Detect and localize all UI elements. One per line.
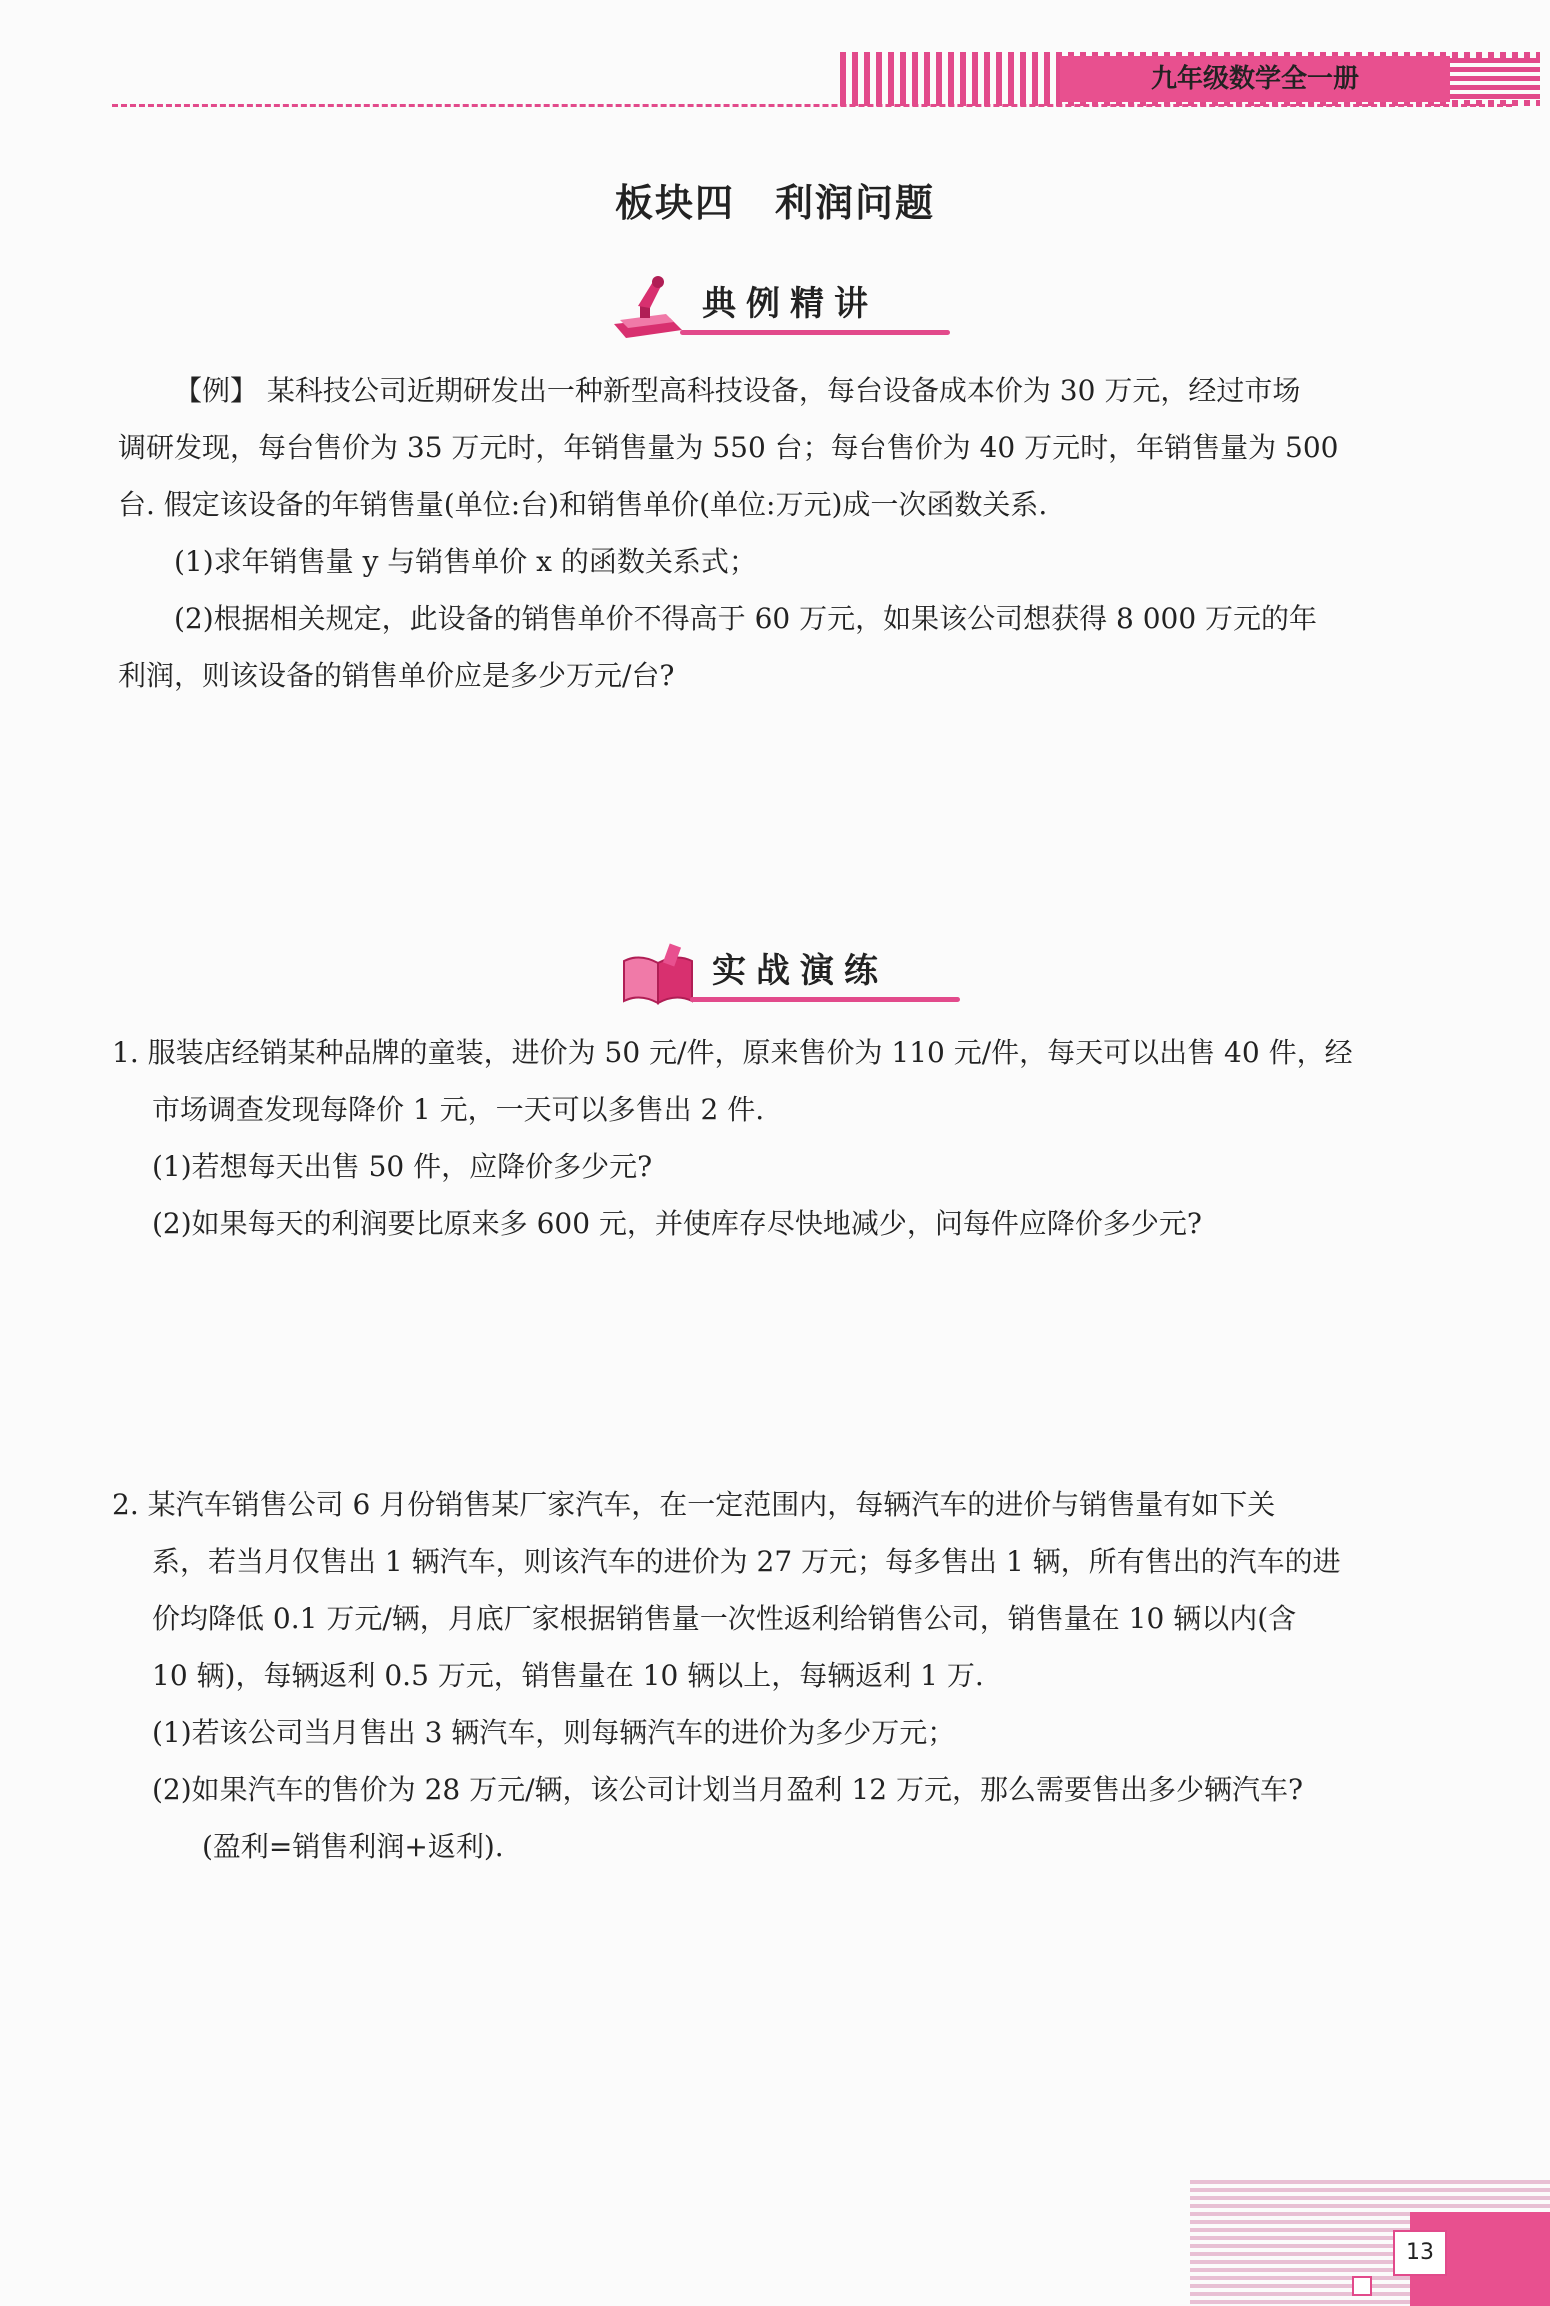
question-line: 市场调查发现每降价 1 元，一天可以多售出 2 件.: [152, 1093, 765, 1126]
question-subpart: (1)若该公司当月售出 3 辆汽车，则每辆汽车的进价为多少万元；: [152, 1716, 956, 1749]
question-line: 2. 某汽车销售公司 6 月份销售某厂家汽车，在一定范围内，每辆汽车的进价与销售量有如下关: [112, 1488, 1276, 1521]
question-note: (盈利=销售利润+返利).: [202, 1830, 504, 1863]
header-divider: [112, 104, 1512, 107]
section-heading-practice: [620, 935, 980, 1015]
question-line: 10 辆)，每辆返利 0.5 万元，销售量在 10 辆以上，每辆返利 1 万.: [152, 1659, 984, 1692]
question-subpart: (2)如果汽车的售价为 28 万元/辆，该公司计划当月盈利 12 万元，那么需要售出多少辆汽车?: [152, 1773, 1303, 1806]
page-title: 板块四 利润问题: [614, 180, 935, 225]
question-1: [112, 1024, 1448, 1252]
page-number: 13: [1393, 2230, 1447, 2276]
example-subquestion: (2)根据相关规定，此设备的销售单价不得高于 60 万元，如果该公司想获得 8 000 万元的年: [174, 602, 1318, 635]
heading-underline: [680, 330, 950, 335]
example-line: 利润，则该设备的销售单价应是多少万元/台?: [118, 659, 675, 692]
example-line: 【例】 某科技公司近期研发出一种新型高科技设备，每台设备成本价为 30 万元，经过市场: [174, 374, 1301, 407]
heading-underline: [690, 997, 960, 1002]
question-2: [112, 1476, 1448, 1875]
example-subquestion: (1)求年销售量 y 与销售单价 x 的函数关系式；: [174, 545, 757, 578]
section-heading-label: 典例精讲: [702, 284, 878, 324]
book-title: 九年级数学全一册: [1060, 56, 1450, 102]
section-heading-example: [610, 268, 970, 348]
header-stripes-right: [1450, 58, 1540, 100]
question-line: 1. 服装店经销某种品牌的童装，进价为 50 元/件，原来售价为 110 元/件，每天可以出售 40 件，经: [112, 1036, 1353, 1069]
example-line: 台. 假定该设备的年销售量(单位:台)和销售单价(单位:万元)成一次函数关系.: [118, 488, 1048, 521]
question-line: 价均降低 0.1 万元/辆，月底厂家根据销售量一次性返利给销售公司，销售量在 10 辆以内(含: [152, 1602, 1297, 1635]
question-line: 系，若当月仅售出 1 辆汽车，则该汽车的进价为 27 万元；每多售出 1 辆，所有售出的汽车的进: [152, 1545, 1341, 1578]
section-heading-label: 实战演练: [712, 951, 888, 991]
footer-square-icon: [1352, 2276, 1372, 2296]
example-line: 调研发现，每台售价为 35 万元时，年销售量为 550 台；每台售价为 40 万元时，年销售量为 500: [118, 431, 1339, 464]
question-subpart: (1)若想每天出售 50 件，应降价多少元?: [152, 1150, 653, 1183]
book-icon: [620, 941, 696, 1009]
example-block: [118, 362, 1448, 704]
question-subpart: (2)如果每天的利润要比原来多 600 元，并使库存尽快地减少，问每件应降价多少元?: [152, 1207, 1202, 1240]
lamp-icon: [610, 274, 686, 342]
